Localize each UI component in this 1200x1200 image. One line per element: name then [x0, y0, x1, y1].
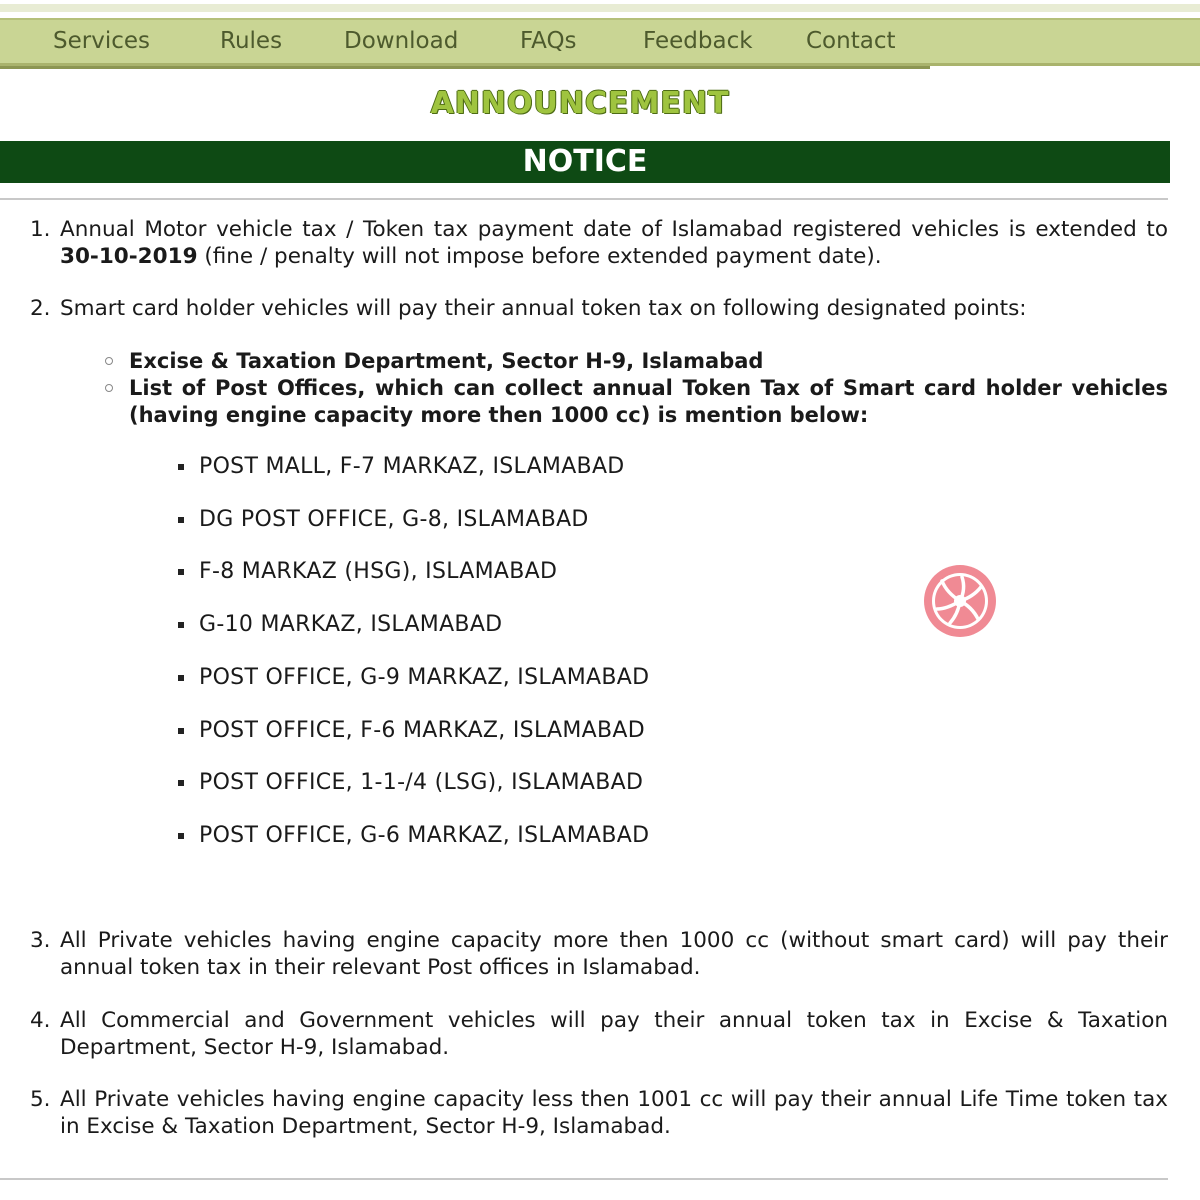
square-bullet-icon	[178, 517, 184, 523]
divider-bottom	[0, 1178, 1168, 1180]
notice-item-3	[30, 927, 1168, 981]
wheel-icon[interactable]	[922, 563, 998, 639]
notice-item-1	[30, 216, 1168, 270]
list-item: POST OFFICE, 1-1-/4 (LSG), ISLAMABAD	[178, 769, 643, 797]
sub-point: List of Post Offices, which can collect annual Token Tax of Smart card holder vehicles (having engine capacity more then 1000 cc) is mention below:	[105, 375, 1168, 428]
nav-download[interactable]: Download	[344, 28, 459, 54]
nav-services[interactable]: Services	[53, 28, 150, 54]
item-number: 1.	[30, 217, 51, 242]
square-bullet-icon	[178, 728, 184, 734]
top-nav-bar	[0, 18, 1200, 66]
item-number: 2.	[30, 296, 51, 321]
list-item: DG POST OFFICE, G-8, ISLAMABAD	[178, 506, 589, 534]
circle-bullet-icon	[105, 357, 113, 365]
nav-underline	[0, 66, 930, 69]
item-number: 3.	[30, 928, 51, 953]
item-number: 5.	[30, 1087, 51, 1112]
notice-item-2	[30, 295, 1168, 322]
list-item: F-8 MARKAZ (HSG), ISLAMABAD	[178, 558, 557, 586]
nav-faqs[interactable]: FAQs	[520, 28, 577, 54]
nav-rules[interactable]: Rules	[220, 28, 283, 54]
list-item: POST OFFICE, G-6 MARKAZ, ISLAMABAD	[178, 822, 649, 850]
square-bullet-icon	[178, 833, 184, 839]
circle-bullet-icon	[105, 384, 113, 392]
item-text: All Private vehicles having engine capacity more then 1000 cc (without smart card) will pay their annual token tax in their relevant Post offices in Islamabad.	[60, 928, 1168, 980]
list-item: POST OFFICE, G-9 MARKAZ, ISLAMABAD	[178, 664, 649, 692]
square-bullet-icon	[178, 622, 184, 628]
square-bullet-icon	[178, 675, 184, 681]
sub-point: Excise & Taxation Department, Sector H-9, Islamabad	[105, 348, 1168, 375]
item-number: 4.	[30, 1008, 51, 1033]
top-strip	[0, 4, 1200, 12]
square-bullet-icon	[178, 569, 184, 575]
list-item: POST MALL, F-7 MARKAZ, ISLAMABAD	[178, 453, 625, 481]
square-bullet-icon	[178, 464, 184, 470]
square-bullet-icon	[178, 780, 184, 786]
item-text: All Commercial and Government vehicles will pay their annual token tax in Excise & Taxation Department, Sector H-9, Islamabad.	[60, 1008, 1168, 1060]
list-item: POST OFFICE, F-6 MARKAZ, ISLAMABAD	[178, 717, 645, 745]
notice-item-5	[30, 1086, 1168, 1140]
item-text: Annual Motor vehicle tax / Token tax payment date of Islamabad registered vehicles is extended to 30-10-2019 (fine / penalty will not impose before extended payment date).	[60, 217, 1168, 269]
notice-item-4	[30, 1007, 1168, 1061]
nav-feedback[interactable]: Feedback	[643, 28, 753, 54]
nav-contact[interactable]: Contact	[806, 28, 896, 54]
item-text: All Private vehicles having engine capacity less then 1001 cc will pay their annual Life Time token tax in Excise & Taxation Department, Sector H-9, Islamabad.	[60, 1087, 1168, 1139]
item-text: Smart card holder vehicles will pay their annual token tax on following designated points:	[60, 296, 1027, 321]
announcement-heading: ANNOUNCEMENT	[430, 86, 730, 121]
divider-top	[0, 198, 1168, 200]
notice-banner: NOTICE	[0, 141, 1170, 183]
extended-date: 30-10-2019	[60, 244, 198, 269]
list-item: G-10 MARKAZ, ISLAMABAD	[178, 611, 502, 639]
